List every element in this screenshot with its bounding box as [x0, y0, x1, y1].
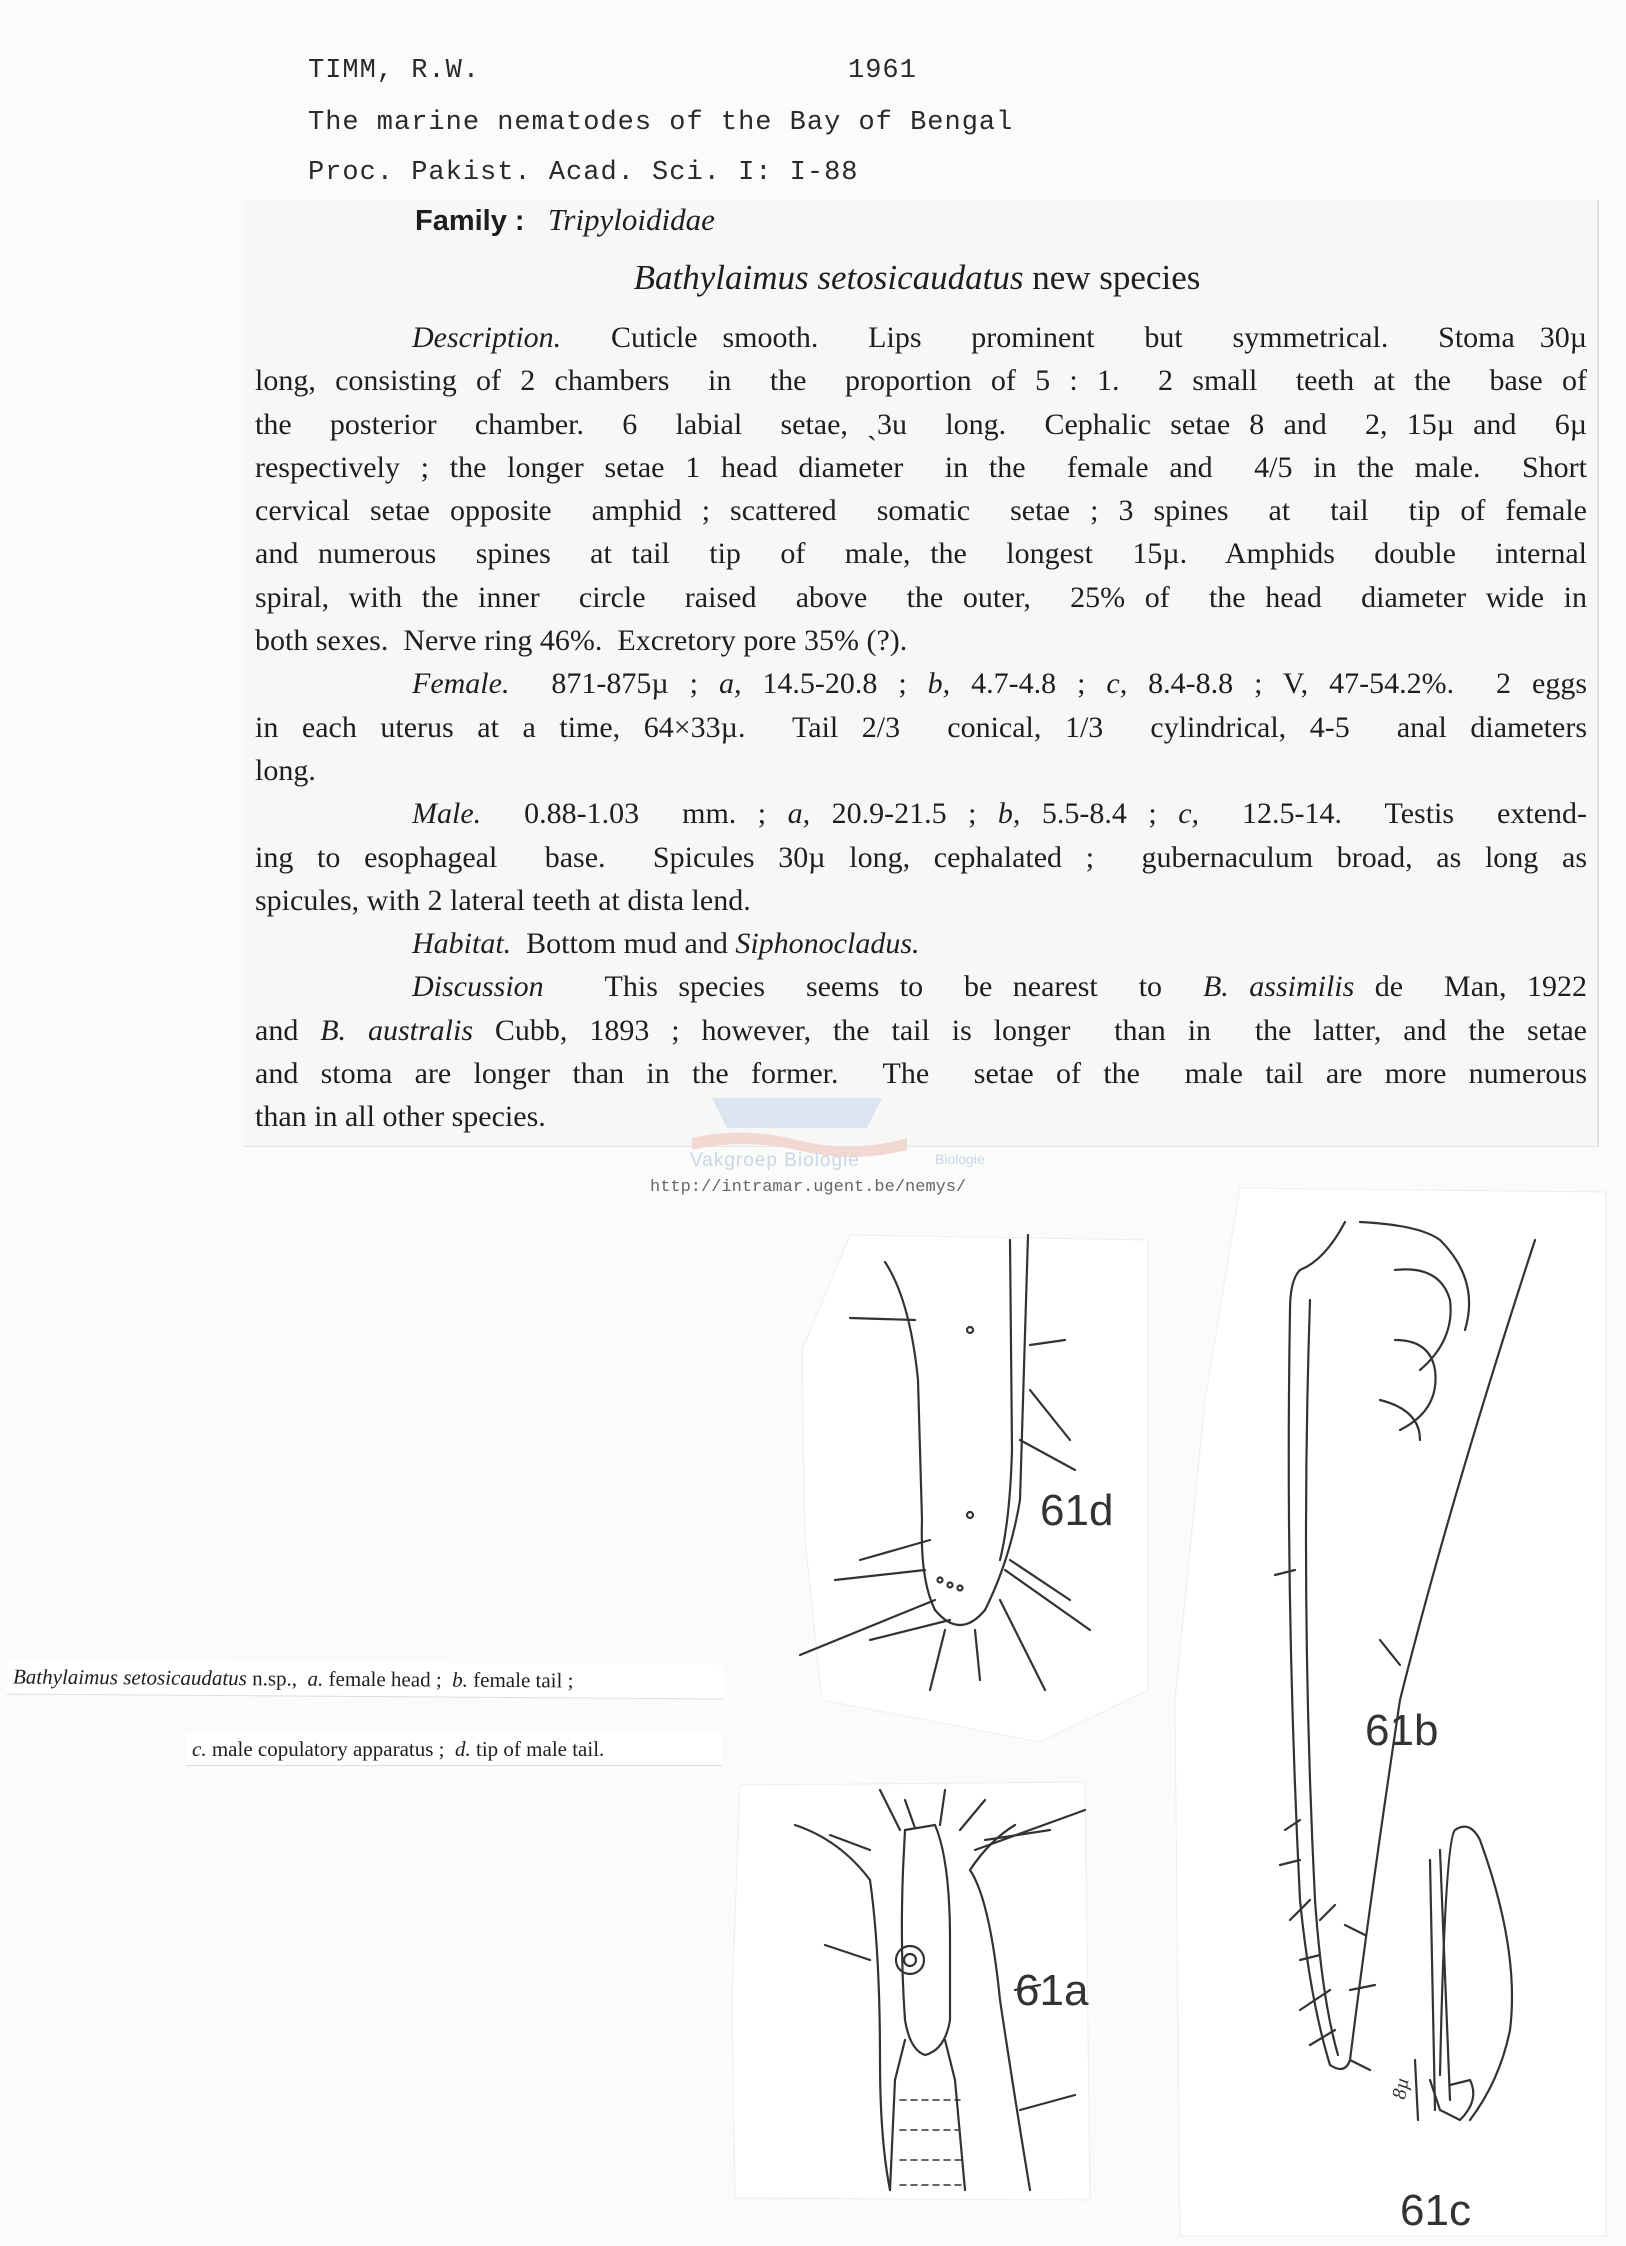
text-run: 5.5-8.4 ; [1020, 797, 1179, 831]
italic-run: b, [927, 667, 951, 701]
caption-a-key: a. [307, 1666, 324, 1691]
text-run: long. [255, 753, 316, 787]
text-run: 4.7-4.8 ; [950, 667, 1107, 701]
text-run: in each uterus at a time, 64×33µ. Tail 2/3 conical, 1/3 cylindrical, 4-5 anal diameters [255, 710, 1587, 744]
italic-run: Habitat. [412, 927, 512, 961]
italic-run: Male. [412, 797, 482, 831]
italic-run: Siphonocladus. [735, 927, 920, 961]
italic-run: Description. [412, 321, 562, 354]
text-run: Cuticle smooth. Lips prominent but symmetrical. Stoma 30µ [561, 321, 1587, 354]
italic-run: b, [997, 797, 1021, 831]
text-run: 14.5-20.8 ; [741, 667, 928, 701]
italic-run: B. australis [320, 1013, 473, 1047]
text-run: and stoma are longer than in the former. The setae of the male tail are more numerous [255, 1057, 1587, 1091]
figure-label-61c: 61c [1400, 2186, 1471, 2235]
text-run: 8.4-8.8 ; V, 47-54.2%. 2 eggs [1127, 667, 1587, 701]
text-run: respectively ; the longer setae 1 head diameter in the female and 4/5 in the male. Short [255, 450, 1587, 484]
species-suffix: new species [1023, 258, 1201, 297]
watermark-small-text: Biologie [935, 1151, 985, 1167]
text-run: de Man, 1922 [1354, 970, 1587, 1004]
text-run: long, consisting of 2 chambers in the proportion of 5 : 1. 2 small teeth at the base of [255, 364, 1587, 398]
publication-title: The marine nematodes of the Bay of Bengal [308, 108, 1014, 138]
caption-d-key: d. [455, 1737, 471, 1761]
caption-d-text: tip of male tail. [470, 1737, 605, 1761]
text-run: cervical setae opposite amphid ; scattered somatic setae ; 3 spines at tail tip of female [255, 494, 1587, 528]
scale-bar-label: 8µ [1388, 2075, 1414, 2101]
italic-run: Female. [412, 667, 510, 701]
text-run: 12.5-14. Testis extend- [1199, 797, 1587, 831]
text-run: ing to esophageal base. Spicules 30µ long, cephalated ; gubernaculum broad, as long as [255, 840, 1587, 874]
caption-species: Bathylaimus setosicaudatus [12, 1664, 247, 1691]
figure-label-61a: 61a [1015, 1966, 1089, 2015]
citation: Proc. Pakist. Acad. Sci. I: I-88 [308, 158, 859, 188]
italic-run: B. assimilis [1202, 970, 1355, 1004]
family-name: Tripyloididae [547, 202, 715, 237]
italic-run: a, [718, 667, 742, 701]
text-run: than in all other species. [255, 1100, 546, 1134]
caption-a-text: female head ; [323, 1666, 453, 1692]
text-run: spicules, with 2 lateral teeth at dista lend. [255, 883, 751, 917]
caption-c-text: male copulatory apparatus ; [206, 1737, 455, 1761]
italic-run: Discussion [412, 970, 544, 1004]
text-run: and [255, 1013, 321, 1047]
figure-label-61b: 61b [1365, 1706, 1439, 1755]
text-run: Bottom mud and [511, 927, 736, 961]
source-url: http://intramar.ugent.be/nemys/ [650, 1178, 967, 1197]
caption-nsp: n.sp., [246, 1666, 308, 1691]
text-run: the posterior chamber. 6 labial setae, ˎ3u long. Cephalic setae 8 and 2, 15µ and 6µ [255, 407, 1587, 441]
italic-run: c, [1178, 797, 1200, 831]
caption-b-key: b. [452, 1667, 469, 1692]
text-run: 0.88-1.03 mm. ; [481, 797, 788, 831]
species-name: Bathylaimus setosicaudatus [633, 258, 1024, 297]
italic-run: a, [787, 797, 811, 831]
text-run: and numerous spines at tail tip of male, the longest 15µ. Amphids double internal [255, 537, 1587, 571]
text-run: spiral, with the inner circle raised above the outer, 25% of the head diameter wide in [255, 580, 1587, 614]
text-run: This species seems to be nearest to [543, 970, 1203, 1004]
author: TIMM, R.W. [308, 56, 481, 86]
text-run: 20.9-21.5 ; [810, 797, 998, 831]
family-label: Family : [415, 205, 525, 237]
italic-run: c, [1106, 667, 1128, 701]
caption-c-key: c. [192, 1737, 207, 1761]
caption-b-text: female tail ; [467, 1667, 574, 1693]
text-run: Cubb, 1893 ; however, the tail is longer than in the latter, and the setae [473, 1013, 1587, 1047]
text-run: 871-875µ ; [509, 667, 719, 701]
text-run: both sexes. Nerve ring 46%. Excretory pore 35% (?). [255, 624, 908, 658]
figure-label-61d: 61d [1040, 1486, 1114, 1535]
year: 1961 [848, 56, 917, 86]
watermark-text: Vakgroep Biologie [690, 1150, 860, 1171]
